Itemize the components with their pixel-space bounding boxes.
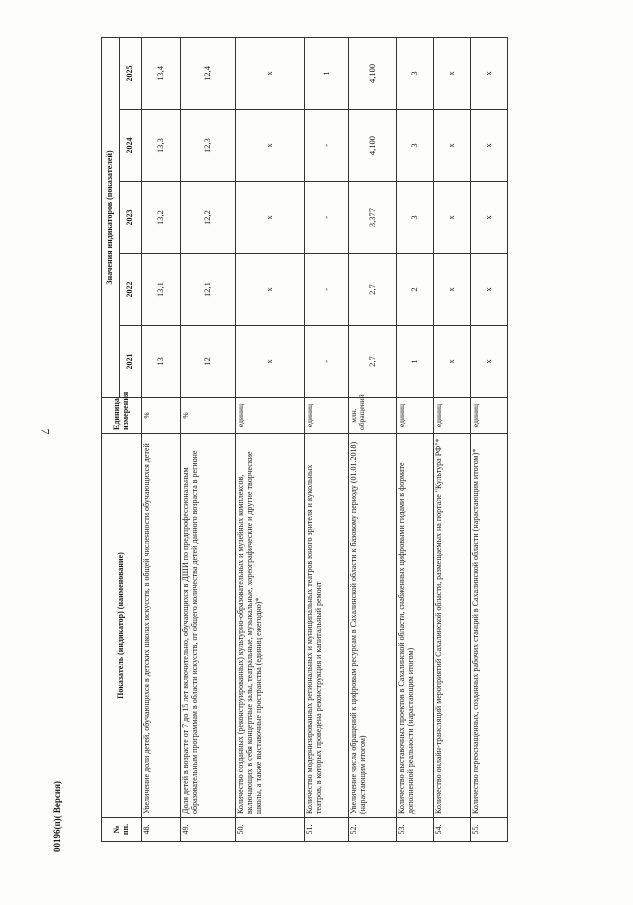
value-cell: - (305, 110, 349, 182)
unit-cell: единиц (235, 398, 305, 434)
value-cell: х (470, 326, 507, 398)
value-cell: 2,7 (348, 326, 396, 398)
indicator-name: Увеличение числа обращений к цифровым ресурсам в Сахалинской области к базовому периоду (01.01.2018) (нарастающим итогом) (348, 434, 396, 818)
indicator-name: Количество переоснащенных, созданных рабочих станций в Сахалинской области (нарастающим итогом)* (470, 434, 507, 818)
table-row (305, 37, 349, 841)
row-number: 49. (181, 818, 235, 842)
value-cell: 1 (305, 37, 349, 109)
value-cell: - (305, 326, 349, 398)
unit-cell: млн. обращений (348, 398, 396, 434)
table-row (470, 37, 507, 841)
row-number: 50. (235, 818, 305, 842)
value-cell: 1 (396, 326, 433, 398)
footer-document-code: 00196(п)( Версия) (52, 781, 62, 852)
row-number: 52. (348, 818, 396, 842)
unit-cell: единиц (470, 398, 507, 434)
header-year: 2025 (120, 37, 142, 109)
unit-cell: % (142, 398, 181, 434)
table-row (348, 37, 396, 841)
value-cell: - (305, 254, 349, 326)
value-cell: 12,1 (181, 254, 235, 326)
value-cell: 13,3 (142, 110, 181, 182)
value-cell: х (235, 37, 305, 109)
value-cell: х (433, 182, 470, 254)
value-cell: 12,3 (181, 110, 235, 182)
indicator-name: Количество созданных (реконструированных) культурно-образовательных и музейных комплексов, включающих в себя концертные залы, театральные, музыкальные, хореографические и другие творческие школы, а также выставочные пространства (единиц ежегодно)* (235, 434, 305, 818)
value-cell: 4,100 (348, 37, 396, 109)
header-year: 2023 (120, 182, 142, 254)
row-number: 53. (396, 818, 433, 842)
indicator-name: Количество выставочных проектов в Сахалинской области, снабженных цифровыми гидами в формате дополненной реальности (нарастающим итогом) (396, 434, 433, 818)
table-row (396, 37, 433, 841)
value-cell: х (433, 254, 470, 326)
indicator-name: Количество онлайн-трансляций мероприятий Сахалинской области, размещаемых на портале "Культура РФ"* (433, 434, 470, 818)
header-num: № пп. (102, 818, 142, 842)
unit-cell: единиц (433, 398, 470, 434)
unit-cell: единиц (305, 398, 349, 434)
row-number: 55. (470, 818, 507, 842)
value-cell: 4,100 (348, 110, 396, 182)
unit-cell: единиц (396, 398, 433, 434)
row-number: 54. (433, 818, 470, 842)
value-cell: 2 (396, 254, 433, 326)
rotated-table-container (101, 38, 508, 842)
value-cell: 3,377 (348, 182, 396, 254)
value-cell: х (470, 254, 507, 326)
table-row (433, 37, 470, 841)
value-cell: х (433, 110, 470, 182)
row-number: 51. (305, 818, 349, 842)
indicator-name: Количество модернизированных региональных и муниципальных театров юного зрителя и кукольных театров, в которых проведена реконструкция и капитальный ремонт (305, 434, 349, 818)
table-row (142, 37, 181, 841)
header-values-group: Значения индикаторов (показателей) (102, 37, 120, 397)
header-unit: Единица измерения (102, 398, 142, 434)
value-cell: х (433, 326, 470, 398)
value-cell: х (235, 110, 305, 182)
value-cell: х (235, 182, 305, 254)
header-year: 2022 (120, 254, 142, 326)
value-cell: 12,4 (181, 37, 235, 109)
value-cell: 13 (142, 326, 181, 398)
row-number: 48. (142, 818, 181, 842)
value-cell: 2,7 (348, 254, 396, 326)
value-cell: 12 (181, 326, 235, 398)
value-cell: 3 (396, 110, 433, 182)
table-row (235, 37, 305, 841)
value-cell: х (470, 182, 507, 254)
value-cell: х (470, 37, 507, 109)
value-cell: 3 (396, 182, 433, 254)
page-number: 7 (38, 428, 53, 435)
table-row (181, 37, 235, 841)
indicators-table (101, 37, 508, 842)
indicator-name: Доля детей в возрасте от 7 до 15 лет включительно, обучающихся в ДШИ по предпрофессиональным образовательным программам в области искусств, от общего количества детей данного возраста в регионе (181, 434, 235, 818)
header-name: Показатель (индикатор) (наименование) (102, 434, 142, 818)
indicator-name: Увеличение доли детей, обучающихся в детских школах искусств, в общей численности обучающихся детей (142, 434, 181, 818)
value-cell: 13,1 (142, 254, 181, 326)
value-cell: х (433, 37, 470, 109)
value-cell: 12,2 (181, 182, 235, 254)
value-cell: 3 (396, 37, 433, 109)
value-cell: 13,4 (142, 37, 181, 109)
unit-cell: % (181, 398, 235, 434)
value-cell: х (235, 254, 305, 326)
header-year: 2024 (120, 110, 142, 182)
value-cell: - (305, 182, 349, 254)
value-cell: х (470, 110, 507, 182)
value-cell: 13,2 (142, 182, 181, 254)
header-year: 2021 (120, 326, 142, 398)
value-cell: х (235, 326, 305, 398)
